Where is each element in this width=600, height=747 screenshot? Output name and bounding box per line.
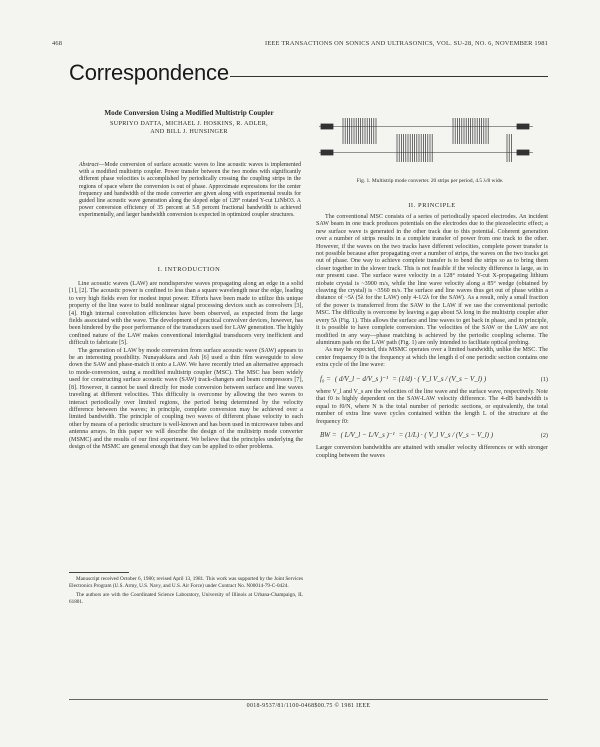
authors [69,120,309,136]
eq1-rhs: = (1/d) · ( V_l V_s / (V_s − V_l) ) [392,374,487,383]
eq1-lhs: f₀ = [320,374,331,383]
abstract-label: Abstract [79,162,99,168]
principle-paragraph-4: Larger conversion bandwidths are attained with smaller velocity differences or with stronger coupling between the waves [316,445,548,459]
multistrip-coupler-drawing [319,118,533,162]
copyright-line: 0018-9537/81/1100-0468$00.75 © 1981 IEEE [246,703,371,709]
principle-paragraph-2: As may be expected, this MSMC operates over a limited bandwidth, unlike the MSC. The center frequency f0 is the frequency at which the length d of one periodic section contains one extra cycle of the line wave: [316,347,548,369]
eq1-mid: ( d/V_l − d/V_s )⁻¹ [334,374,389,383]
abstract [79,162,301,220]
equation-1 [316,376,548,383]
figure-1-caption: Fig. 1. Multistrip mode converter. 20 strips per period, 4.5 λ/8 wide. [356,178,504,184]
principle-paragraph-1: The conventional MSC consists of a series of periodically spaced electrodes. An incident SAW beam in one track produces potentials on the electrodes due to the piezoelectric effect; a new surface wave is generated in the other track due to this potential. Coherent generation over a number of strips results in a complete transfer of power from one track to the other. However, if the waves on the two tracks have different velocities, complete power transfer is not possible because after propagating over a number of strips, the waves on the two tracks get out of phase. One way to achieve complete transfer is to bend the strips so as to bring them closer together in the slower track. This is not feasible if the velocity difference is large, as in our present case. The surface wave velocity in a 128° rotated Y-cut X-propagating lithium niobate crystal is ~3900 m/s, while the line wave velocity along a 85° wedge (obtained by cleaving the crystal) is ~3560 m/s. The surface and line waves thus get out of phase within a distance of ~5λ (5λ for the LAW) only 4-1/2λ for the SAW). As a result, only a small fraction of the power is transferred from the SAW to the LAW if we use the conventional periodic MSC. The difficulty is overcome by leaving a gap about 5λ long in the multistrip coupler after every 5λ (Fig. 1). This allows the surface and line waves to get back in phase, and in principle, it is possible to have complete conversion. The velocities of the SAW or the LAW are not modified in any way—phase matching is achieved by the periodic coupling scheme. The aluminum pads on the LAW path (Fig. 1) are only intended to facilitate optical probing. [316,214,548,346]
footnote-manuscript: Manuscript received October 6, 1980; revised April 13, 1981. This work was supported by the Joint Services Electronics Program (U.S. Army, U.S. Navy, and U.S. Air Force) under Contract No. N00014-79-C-0424. [69,576,303,589]
bottom-rule [69,699,548,700]
abstract-text: —Mode conversion of surface acoustic waves to line acoustic waves is implemented with a modified multistrip coupler. Power transfer between the two modes with significantly different phase velocities is accomplished by periodically crossing the coupling strips in the regions of space where the conversion is out of phase. Approximate expressions for the center frequency and bandwidth of the mode converter are given along with experimental results for guided line acoustic wave generation along the sloped edge of 128° rotated Y-cut LiNbO3. A power conversion efficiency of 35 percent at 5.8 percent fractional bandwidth is achieved experimentally, and larger bandwidth conversion is expected in optimized coupler structures. [79,162,301,219]
authors-line-2: AND BILL J. HUNSINGER [150,128,228,135]
eq2-rhs: = (1/L) · ( V_l V_s / (V_s − V_l) ) [398,430,494,439]
intro-heading: I. INTRODUCTION [157,266,221,273]
principle-body [316,214,548,460]
principle-paragraph-3: where V_l and V_s are the velocities of the line wave and the surface wave, respectively. Note that f0 is highly dependent on the SAW-LAW velocity difference. The 4-dB bandwidth is equal to f0/N, where N is the total number of periodic sections, or equivalently, the total number of extra line wave cycles contained within the length L of the structure at the frequency f0: [316,388,548,425]
eq2-mid: ( L/V_l − L/V_s )⁻¹ [340,430,395,439]
intro-paragraph-2: The generation of LAW by mode conversion from surface acoustic wave (SAW) appears to be an interesting possibility. Nunayakkara and Ash [6] used a thin film waveguide to slow down the SAW and phase-match it onto a LAW. We have recently tried an alternative approach to mode-conversion, using a modified multistrip coupler (MSC). The MSC has been widely used for constructing surface acoustic wave (SAW) track-changers and beam compressors [7], [8]. However, it cannot be used directly for mode conversion between surface and line waves traveling at different velocities. This difficulty is overcome by allowing the two waves to interact periodically over limited regions, the period being determined by the velocity difference between the waves; in principle, complete conversion may be achieved over a limited bandwidth. The principle of coupling two waves of different phase velocity to each other by means of a periodic structure is well-known and has been used in microwave tubes and antenna arrays. In this paper we will describe the design of the multistrip mode converter (MSMC) and the results of our first experiment. We believe that the principles underlying the design of the MSMC are general enough that they can be applied to other problems. [69,347,303,450]
article-title: Mode Conversion Using a Modified Multistrip Coupler [104,109,274,117]
intro-body [69,281,303,451]
footnote-rule [69,572,129,573]
section-title: Correspondence [69,60,229,85]
figure-1-diagram [317,104,535,174]
eq2-number: (2) [540,431,548,439]
journal-title: IEEE TRANSACTIONS ON SONICS AND ULTRASONICS, VOL. SU-28, NO. 6, NOVEMBER 1981 [265,40,548,47]
coupler-strips [343,118,511,162]
eq1-number: (1) [540,375,548,383]
principle-heading: II. PRINCIPLE [408,202,456,209]
footnote-affiliation: The authors are with the Coordinated Science Laboratory, University of Illinois at Urbana-Champaign, IL 61801. [69,592,303,605]
intro-paragraph-1: Line acoustic waves (LAW) are nondispersive waves propagating along an edge in a solid [1], [2]. The acoustic power is confined to less than a square wavelength near the edge, leading to very high fields even for modest input power. Efforts have been made to utilize this unique property of the line wave to build nonlinear signal processing devices such as convolvers [3], [4]. High internal convolution efficiencies have been observed, as expected from the large fields associated with the wave. The development of practical convolver devices, however, has been hindered by the poor performance of the transducers used for LAW generation. The highly confined nature of the LAW makes conventional interdigital transducers very inefficient and difficult to fabricate [5]. [69,281,303,347]
title-rule [230,76,548,77]
eq2-lhs: BW = [320,430,337,439]
page-number: 468 [52,40,63,47]
authors-line-1: SUPRIYO DATTA, MICHAEL J. HOSKINS, R. ADLER, [109,120,269,127]
equation-2 [316,432,548,439]
footnote [69,576,303,608]
